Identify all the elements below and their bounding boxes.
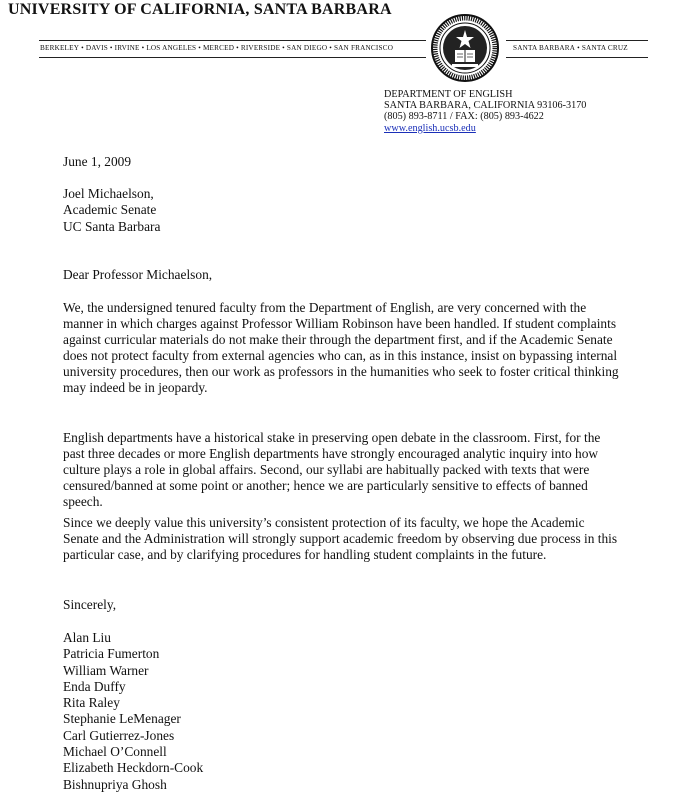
- campus-berkeley: BERKELEY: [40, 44, 80, 52]
- campus-separator: •: [196, 44, 203, 52]
- campus-separator: •: [575, 44, 582, 52]
- recipient-block: [63, 186, 160, 235]
- campus-los-angeles: LOS ANGELES: [146, 44, 197, 52]
- campus-merced: MERCED: [202, 44, 235, 52]
- signatory-name: Alan Liu: [63, 630, 111, 645]
- letterhead-rule-right-bottom: [506, 57, 648, 58]
- signatory-name: Bishnupriya Ghosh: [63, 776, 167, 792]
- campus-riverside: RIVERSIDE: [240, 44, 281, 52]
- campus-separator: •: [327, 44, 334, 52]
- signatory-name: Patricia Fumerton: [63, 646, 160, 662]
- department-address: SANTA BARBARA, CALIFORNIA 93106-3170: [384, 100, 587, 112]
- campus-list-right: [513, 44, 628, 52]
- campus-irvine: IRVINE: [114, 44, 140, 52]
- signatory-name: Enda Duffy: [63, 678, 126, 694]
- campus-davis: DAVIS: [85, 44, 108, 52]
- recipient-line: UC Santa Barbara: [63, 218, 161, 234]
- recipient-line: Joel Michaelson,: [63, 186, 154, 201]
- campus-separator: •: [139, 44, 147, 52]
- recipient-line: Academic Senate: [63, 202, 157, 218]
- body-paragraph-1: We, the undersigned tenured faculty from the Department of English, are very concerned with the manner in which charges against Professor William Robinson have been handled. If student complaints against curricular materials do not make their through the department first, and if the Academic Senate does not protect faculty from external agencies who can, as in this instance, insist on bypassing internal university procedures, then our work as professors in the humanities who seek to foster critical thinking may indeed be in jeopardy.: [63, 300, 619, 396]
- letterhead-rule-left-top: [39, 40, 426, 41]
- signatory-name: Michael O’Connell: [63, 744, 167, 760]
- closing: Sincerely,: [63, 597, 117, 612]
- signatory-list: [63, 630, 203, 793]
- body-paragraph-3: Since we deeply value this university’s consistent protection of its faculty, we hope the Academic Senate and the Administration will strongly support academic freedom by observing due process in this particular case, and by clarifying procedures for handling student complaints in the future.: [63, 515, 618, 563]
- signatory-name: Carl Gutierrez-Jones: [63, 727, 175, 743]
- signatory-name: Elizabeth Heckdorn-Cook: [63, 760, 204, 776]
- campus-separator: •: [79, 44, 86, 52]
- campus-separator: •: [280, 44, 287, 52]
- letter-date: June 1, 2009: [63, 154, 132, 169]
- campus-san-diego: SAN DIEGO: [286, 44, 328, 52]
- campus-santa-barbara: SANTA BARBARA: [513, 44, 576, 52]
- body-paragraph-2: English departments have a historical stake in preserving open debate in the classroom. First, for the past three decades or more English departments have strongly encouraged analytic inquiry into how culture plays a role in global affairs. Second, our syllabi are habitually packed with texts that were censured/banned at some point or another; hence we are particularly sensitive to effects of banned speech.: [63, 430, 601, 510]
- department-name: DEPARTMENT OF ENGLISH: [384, 89, 513, 100]
- campus-santa-cruz: SANTA CRUZ: [581, 44, 628, 52]
- signatory-name: William Warner: [63, 662, 149, 678]
- campus-separator: •: [107, 44, 115, 52]
- department-address-block: [384, 89, 586, 134]
- letterhead-rule-right-top: [506, 40, 648, 41]
- campus-list-left: [40, 44, 393, 52]
- campus-san-francisco: SAN FRANCISCO: [333, 44, 394, 52]
- university-seal-icon: [430, 13, 500, 83]
- salutation: Dear Professor Michaelson,: [63, 267, 213, 282]
- department-website-link[interactable]: www.english.ucsb.edu: [384, 122, 476, 134]
- letterhead-rule-left-bottom: [39, 57, 426, 58]
- signatory-name: Stephanie LeMenager: [63, 711, 181, 727]
- university-name: UNIVERSITY OF CALIFORNIA, SANTA BARBARA: [8, 1, 392, 18]
- signatory-name: Rita Raley: [63, 695, 120, 711]
- campus-separator: •: [234, 44, 241, 52]
- department-phone-fax: (805) 893-8711 / FAX: (805) 893-4622: [384, 111, 544, 123]
